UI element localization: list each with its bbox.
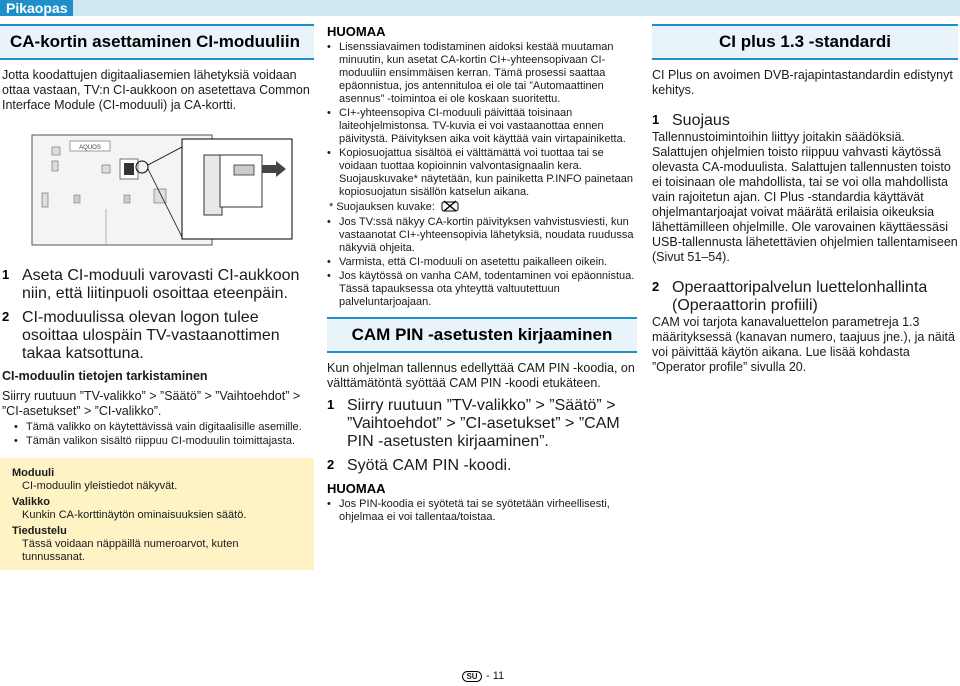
protection-icon-note-text: * Suojauksen kuvake: <box>329 201 435 213</box>
note-bullet: • Jos käytössä on vanha CAM, todentaminen voi epäonnistua. Tässä tapauksessa ota yhteyttä valtuutettuun palveluntarjoajaan. <box>339 270 637 309</box>
cam-step-1 <box>327 397 637 451</box>
note-bullets-b <box>327 216 637 309</box>
ca-step-2-num: 2 <box>2 309 10 324</box>
note-bullet: • CI+-yhteensopiva CI-moduuli päivittää toisinaan laiteohjelmistonsa. TV-kuvia ei voi vastaanottaa ennen päivitystä. Päivityksen aika voit käyttää vain virtapainiketta. <box>339 107 637 146</box>
note-definition: Tässä voidaan näppäillä numeroarvot, kuten tunnussanat. <box>22 538 239 563</box>
section-title-cam-pin: CAM PIN -asetusten kirjaaminen <box>327 317 637 353</box>
ca-step-2-text: CI-moduulissa olevan logon tulee osoittaa ulospäin TV-vastaanottimen takaa katsottuna. <box>22 309 280 362</box>
check-path: Siirry ruutuun ”TV-valikko” > ”Säätö” > ”Vaihtoehdot” > ”CI-asetukset” > ”CI-valikko”. <box>2 389 301 418</box>
note-heading: HUOMAA <box>327 24 386 39</box>
ci-plus-item-2-heading: Operaattoripalvelun luettelonhallinta (Operaattorin profiili) <box>672 279 928 314</box>
ci-plus-item-2-num: 2 <box>652 279 660 294</box>
note-bullet: • Lisenssiavaimen todistaminen aidoksi kestää muutaman minuutin, kun asetat CA-kortin CI+-yhteensopivaan CI-moduuliin ensimmäisen kerran. Tämä prosessi saattaa epäonnistua, jos antennituloa ei ole tai ”Automaattinen asennus” -toimintoa ei ole koskaan suoritettu. <box>339 41 637 106</box>
ci-plus-intro: CI Plus on avoimen DVB-rajapintastandardin edistynyt kehitys. <box>652 68 953 97</box>
ca-step-1 <box>0 267 314 303</box>
cam-step-2-num: 2 <box>327 457 335 472</box>
cam-note-bullet: • Jos PIN-koodia ei syötetä tai se syötetään virheellisesti, ohjelmaa ei voi tallentaa/toistaa. <box>339 498 637 524</box>
ca-step-2 <box>0 309 314 363</box>
cam-step-2 <box>327 457 637 475</box>
ca-step-1-text: Aseta CI-moduuli varovasti CI-aukkoon niin, että liitinpuoli osoittaa eteenpäin. <box>22 267 300 302</box>
ci-plus-item-1 <box>652 112 958 130</box>
note-bullet: • Kopiosuojattua sisältöä ei välttämättä voi tuottaa tai se voidaan tuottaa kopioinnin valvontasignaalin kera. Suojauskuvake* näytetään, kun painiketta P.INFO painetaan kopiosuojatun sisällön katselun aikana. <box>339 147 637 199</box>
cam-step-1-num: 1 <box>327 397 335 412</box>
section-title-ci-plus: CI plus 1.3 -standardi <box>652 24 958 60</box>
tv-model-label: AQUOS <box>79 145 101 151</box>
cam-intro: Kun ohjelman tallennus edellyttää CAM PIN -koodia, on välttämätöntä syöttää CAM PIN -koodi etukäteen. <box>327 361 635 390</box>
cam-note-bullets <box>327 498 637 524</box>
ci-plus-item-2 <box>652 279 958 315</box>
cam-step-1-text: Siirry ruutuun ”TV-valikko” > ”Säätö” > ”Vaihtoehdot” > ”CI-asetukset” > ”CAM PIN -asetusten kirjaaminen”. <box>347 397 620 450</box>
note-bullet: • Jos TV:ssä näkyy CA-kortin päivityksen vahvistusviesti, kun vastaanotat CI+-yhteensopivia lähetyksiä, noudata ruudussa näkyviä ohjeita. <box>339 216 637 255</box>
note-term: Valikko <box>12 496 50 508</box>
ci-plus-item-1-num: 1 <box>652 112 660 127</box>
column-ci-plus <box>652 24 958 375</box>
ci-plus-item-1-text: Tallennustoimintoihin liittyy joitakin säädöksiä. Salattujen ohjelmien toisto riippuu vahvasti käytössä olevasta CA-moduulista. Salattujen tallennusten toisto ei toisinaan ole mahdollista, tai se voi olla mahdollista vain rajoitetun ajan. CI Plus -standardia käyttävät ohjelmantarjoajat voivat määrätä erilaisia oikeuksia lähettämilleen ohjelmille. Ole varovainen käyttäessäsi USB-tallennusta lähetettävien ohjelmien tallentamiseen (Sivut 51–54). <box>652 130 958 264</box>
header-label: Pikaopas <box>0 0 73 16</box>
protection-icon-note <box>327 200 637 214</box>
language-badge: SU <box>462 671 482 682</box>
ci-menu-notes-box <box>0 458 314 570</box>
check-bullet: • Tämä valikko on käytettävissä vain digitaalisille asemille. <box>26 421 314 434</box>
section-title-ca-card: CA-kortin asettaminen CI-moduuliin <box>0 24 314 60</box>
header-bar <box>0 0 960 16</box>
check-heading: CI-moduulin tietojen tarkistaminen <box>2 369 208 383</box>
column-notes-cam-pin <box>327 24 637 525</box>
copy-protection-icon <box>441 200 459 212</box>
note-term: Moduuli <box>12 467 55 479</box>
column-ca-card <box>0 24 314 570</box>
note-definition: CI-moduulin yleistiedot näkyvät. <box>22 480 178 492</box>
page-footer <box>462 670 504 682</box>
ca-step-1-num: 1 <box>2 267 10 282</box>
check-bullets <box>0 421 314 448</box>
cam-step-2-text: Syötä CAM PIN -koodi. <box>347 457 512 474</box>
note-term: Tiedustelu <box>12 525 67 537</box>
note-definition: Kunkin CA-korttinäytön ominaisuuksien säätö. <box>22 509 247 521</box>
check-bullet: • Tämän valikon sisältö riippuu CI-moduulin toimittajasta. <box>26 435 314 448</box>
page-number: - 11 <box>486 670 505 682</box>
ci-plus-item-1-heading: Suojaus <box>672 112 730 129</box>
intro-text: Jotta koodattujen digitaaliasemien lähetyksiä voidaan ottaa vastaan, TV:n CI-aukkoon on asetettava Common Interface Module (CI-moduuli) ja CA-kortti. <box>2 68 310 112</box>
note-bullet: • Varmista, että CI-moduuli on asetettu paikalleen oikein. <box>339 256 637 269</box>
note-bullets-a <box>327 41 637 199</box>
ci-plus-item-2-text: CAM voi tarjota kanavaluettelon parametreja 1.3 määrityksessä (kanavan numero, taajuus jne.), ja näitä voi päivittää käytön aikana. Lue lisää kohdasta ”Operator profile” sivulla 20. <box>652 315 955 374</box>
cam-note-heading: HUOMAA <box>327 481 386 496</box>
tv-back-ci-slot-diagram <box>14 125 304 250</box>
